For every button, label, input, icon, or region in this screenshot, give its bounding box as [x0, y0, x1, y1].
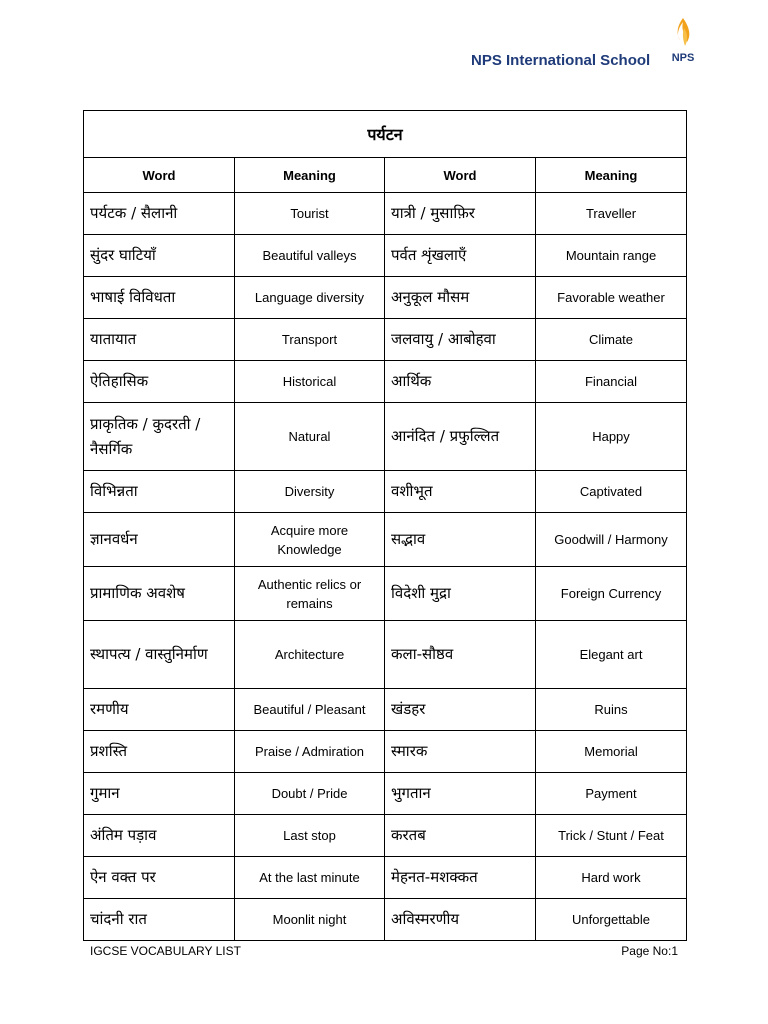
english-meaning: At the last minute	[235, 857, 385, 899]
english-meaning: Natural	[235, 403, 385, 471]
hindi-word: ऐन वक्त पर	[84, 857, 235, 899]
hindi-word: आनंदित / प्रफुल्लित	[385, 403, 536, 471]
english-meaning: Language diversity	[235, 277, 385, 319]
english-meaning: Tourist	[235, 193, 385, 235]
hindi-word: गुमान	[84, 773, 235, 815]
hindi-word: प्राकृतिक / कुदरती / नैसर्गिक	[84, 403, 235, 471]
vocabulary-table	[83, 110, 687, 941]
english-meaning: Praise / Admiration	[235, 731, 385, 773]
hindi-word: चांदनी रात	[84, 899, 235, 941]
table-row	[84, 513, 687, 567]
hindi-word: सद्भाव	[385, 513, 536, 567]
hindi-word: भुगतान	[385, 773, 536, 815]
footer-list-name: IGCSE VOCABULARY LIST	[90, 944, 241, 958]
hindi-word: यातायात	[84, 319, 235, 361]
english-meaning: Transport	[235, 319, 385, 361]
hindi-word: ऐतिहासिक	[84, 361, 235, 403]
column-header-meaning: Meaning	[536, 158, 687, 193]
english-meaning: Captivated	[536, 471, 687, 513]
table-row	[84, 361, 687, 403]
logo-text: NPS	[671, 52, 695, 64]
table-row	[84, 277, 687, 319]
english-meaning: Last stop	[235, 815, 385, 857]
english-meaning: Authentic relics or remains	[235, 567, 385, 621]
table-row	[84, 857, 687, 899]
hindi-word: करतब	[385, 815, 536, 857]
hindi-word: खंडहर	[385, 689, 536, 731]
english-meaning: Favorable weather	[536, 277, 687, 319]
table-row	[84, 319, 687, 361]
english-meaning: Unforgettable	[536, 899, 687, 941]
hindi-word: पर्वत शृंखलाएँ	[385, 235, 536, 277]
table-row	[84, 403, 687, 471]
hindi-word: कला-सौष्ठव	[385, 621, 536, 689]
english-meaning: Happy	[536, 403, 687, 471]
column-header-meaning: Meaning	[235, 158, 385, 193]
hindi-word: स्मारक	[385, 731, 536, 773]
hindi-word: आर्थिक	[385, 361, 536, 403]
english-meaning: Climate	[536, 319, 687, 361]
table-row	[84, 731, 687, 773]
hindi-word: विदेशी मुद्रा	[385, 567, 536, 621]
english-meaning: Diversity	[235, 471, 385, 513]
hindi-word: यात्री / मुसाफ़िर	[385, 193, 536, 235]
english-meaning: Goodwill / Harmony	[536, 513, 687, 567]
table-row	[84, 621, 687, 689]
english-meaning: Architecture	[235, 621, 385, 689]
hindi-word: रमणीय	[84, 689, 235, 731]
table-row	[84, 567, 687, 621]
english-meaning: Payment	[536, 773, 687, 815]
hindi-word: प्रामाणिक अवशेष	[84, 567, 235, 621]
english-meaning: Traveller	[536, 193, 687, 235]
english-meaning: Moonlit night	[235, 899, 385, 941]
hindi-word: प्रशस्ति	[84, 731, 235, 773]
table-title: पर्यटन	[84, 111, 687, 158]
school-name: NPS International School	[471, 52, 651, 69]
table-row	[84, 773, 687, 815]
hindi-word: अंतिम पड़ाव	[84, 815, 235, 857]
table-row	[84, 815, 687, 857]
hindi-word: जलवायु / आबोहवा	[385, 319, 536, 361]
english-meaning: Historical	[235, 361, 385, 403]
english-meaning: Doubt / Pride	[235, 773, 385, 815]
english-meaning: Beautiful valleys	[235, 235, 385, 277]
english-meaning: Ruins	[536, 689, 687, 731]
footer-page-number: Page No:1	[621, 944, 678, 958]
school-logo	[663, 16, 703, 68]
hindi-word: अनुकूल मौसम	[385, 277, 536, 319]
hindi-word: सुंदर घाटियाँ	[84, 235, 235, 277]
english-meaning: Elegant art	[536, 621, 687, 689]
table-row	[84, 689, 687, 731]
english-meaning: Trick / Stunt / Feat	[536, 815, 687, 857]
english-meaning: Acquire more Knowledge	[235, 513, 385, 567]
english-meaning: Beautiful / Pleasant	[235, 689, 385, 731]
table-row	[84, 899, 687, 941]
english-meaning: Memorial	[536, 731, 687, 773]
table-row	[84, 235, 687, 277]
hindi-word: पर्यटक / सैलानी	[84, 193, 235, 235]
english-meaning: Financial	[536, 361, 687, 403]
hindi-word: विभिन्नता	[84, 471, 235, 513]
hindi-word: ज्ञानवर्धन	[84, 513, 235, 567]
table-row	[84, 471, 687, 513]
hindi-word: भाषाई विविधता	[84, 277, 235, 319]
column-header-word: Word	[84, 158, 235, 193]
english-meaning: Mountain range	[536, 235, 687, 277]
english-meaning: Hard work	[536, 857, 687, 899]
hindi-word: अविस्मरणीय	[385, 899, 536, 941]
table-row	[84, 193, 687, 235]
hindi-word: स्थापत्य / वास्तुनिर्माण	[84, 621, 235, 689]
hindi-word: मेहनत-मशक्कत	[385, 857, 536, 899]
hindi-word: वशीभूत	[385, 471, 536, 513]
english-meaning: Foreign Currency	[536, 567, 687, 621]
flame-icon	[663, 16, 703, 52]
column-header-word: Word	[385, 158, 536, 193]
